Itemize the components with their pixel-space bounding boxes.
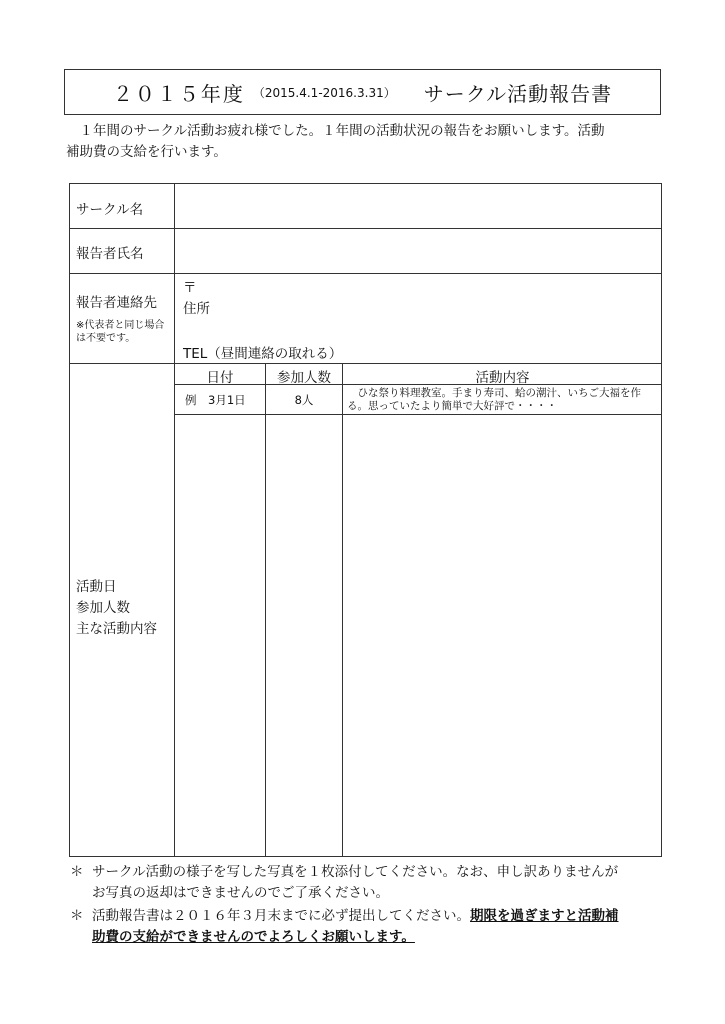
header-content: 活動内容 (475, 370, 530, 386)
reporter-name-field[interactable] (175, 230, 661, 272)
header-participants: 参加人数 (277, 370, 331, 386)
activity-date-label: 活動日 (76, 579, 117, 595)
postal-mark: 〒 (183, 280, 197, 296)
example-content: ひな祭り料理教室。手まり寿司、蛤の潮汁、いちご大福を作る。思っていたより簡単で大好評で・・・・ (347, 387, 641, 412)
note-photo-line-2: お写真の返却はできませんのでご了承ください。 (92, 885, 389, 901)
date-entry-area[interactable] (175, 416, 264, 856)
row-divider (69, 363, 662, 364)
title-subtitle: サークル活動報告書 (423, 81, 613, 106)
activity-labels (76, 577, 157, 640)
participants-entry-area[interactable] (266, 416, 341, 856)
note-deadline-warning-1: 期限を過ぎますと活動補 (470, 908, 619, 924)
note-bullet: ＊ (70, 908, 84, 924)
example-row-divider (174, 414, 662, 415)
intro-line-2: 補助費の支給を行います。 (66, 144, 227, 160)
note-photo (70, 862, 670, 904)
address-label: 住所 (183, 301, 210, 317)
note-deadline-plain: 活動報告書は２０１６年３月末までに必ず提出してください。 (92, 908, 470, 924)
activity-content-label: 主な活動内容 (76, 621, 157, 637)
intro-text (66, 121, 662, 163)
row-divider (69, 228, 662, 229)
intro-line-1: １年間のサークル活動お疲れ様でした。１年間の活動状況の報告をお願いします。活動 (79, 123, 605, 139)
example-participants: 8人 (294, 393, 314, 407)
header-date: 日付 (206, 370, 234, 386)
note-deadline-warning-2: 助費の支給ができませんのでよろしくお願いします。 (92, 929, 415, 945)
title-box (64, 69, 661, 115)
note-bullet: ＊ (70, 864, 84, 880)
circle-name-label: サークル名 (76, 202, 144, 218)
contact-note: ※代表者と同じ場合は不要です。 (76, 320, 165, 344)
title-period: （2015.4.1-2016.3.31） (252, 85, 396, 100)
content-entry-area[interactable] (343, 416, 661, 856)
title-year: ２０１５年度 (112, 81, 245, 106)
activity-participants-label: 参加人数 (76, 600, 130, 616)
tel-label: TEL（昼間連絡の取れる） (183, 346, 343, 362)
contact-label: 報告者連絡先 (76, 295, 157, 311)
note-deadline (70, 906, 670, 948)
note-photo-line-1: サークル活動の様子を写した写真を１枚添付してください。なお、申し訳ありませんが (92, 864, 619, 880)
row-divider (69, 273, 662, 274)
example-date: 例 3月1日 (185, 393, 246, 407)
reporter-name-label: 報告者氏名 (76, 246, 144, 262)
circle-name-field[interactable] (175, 185, 661, 227)
